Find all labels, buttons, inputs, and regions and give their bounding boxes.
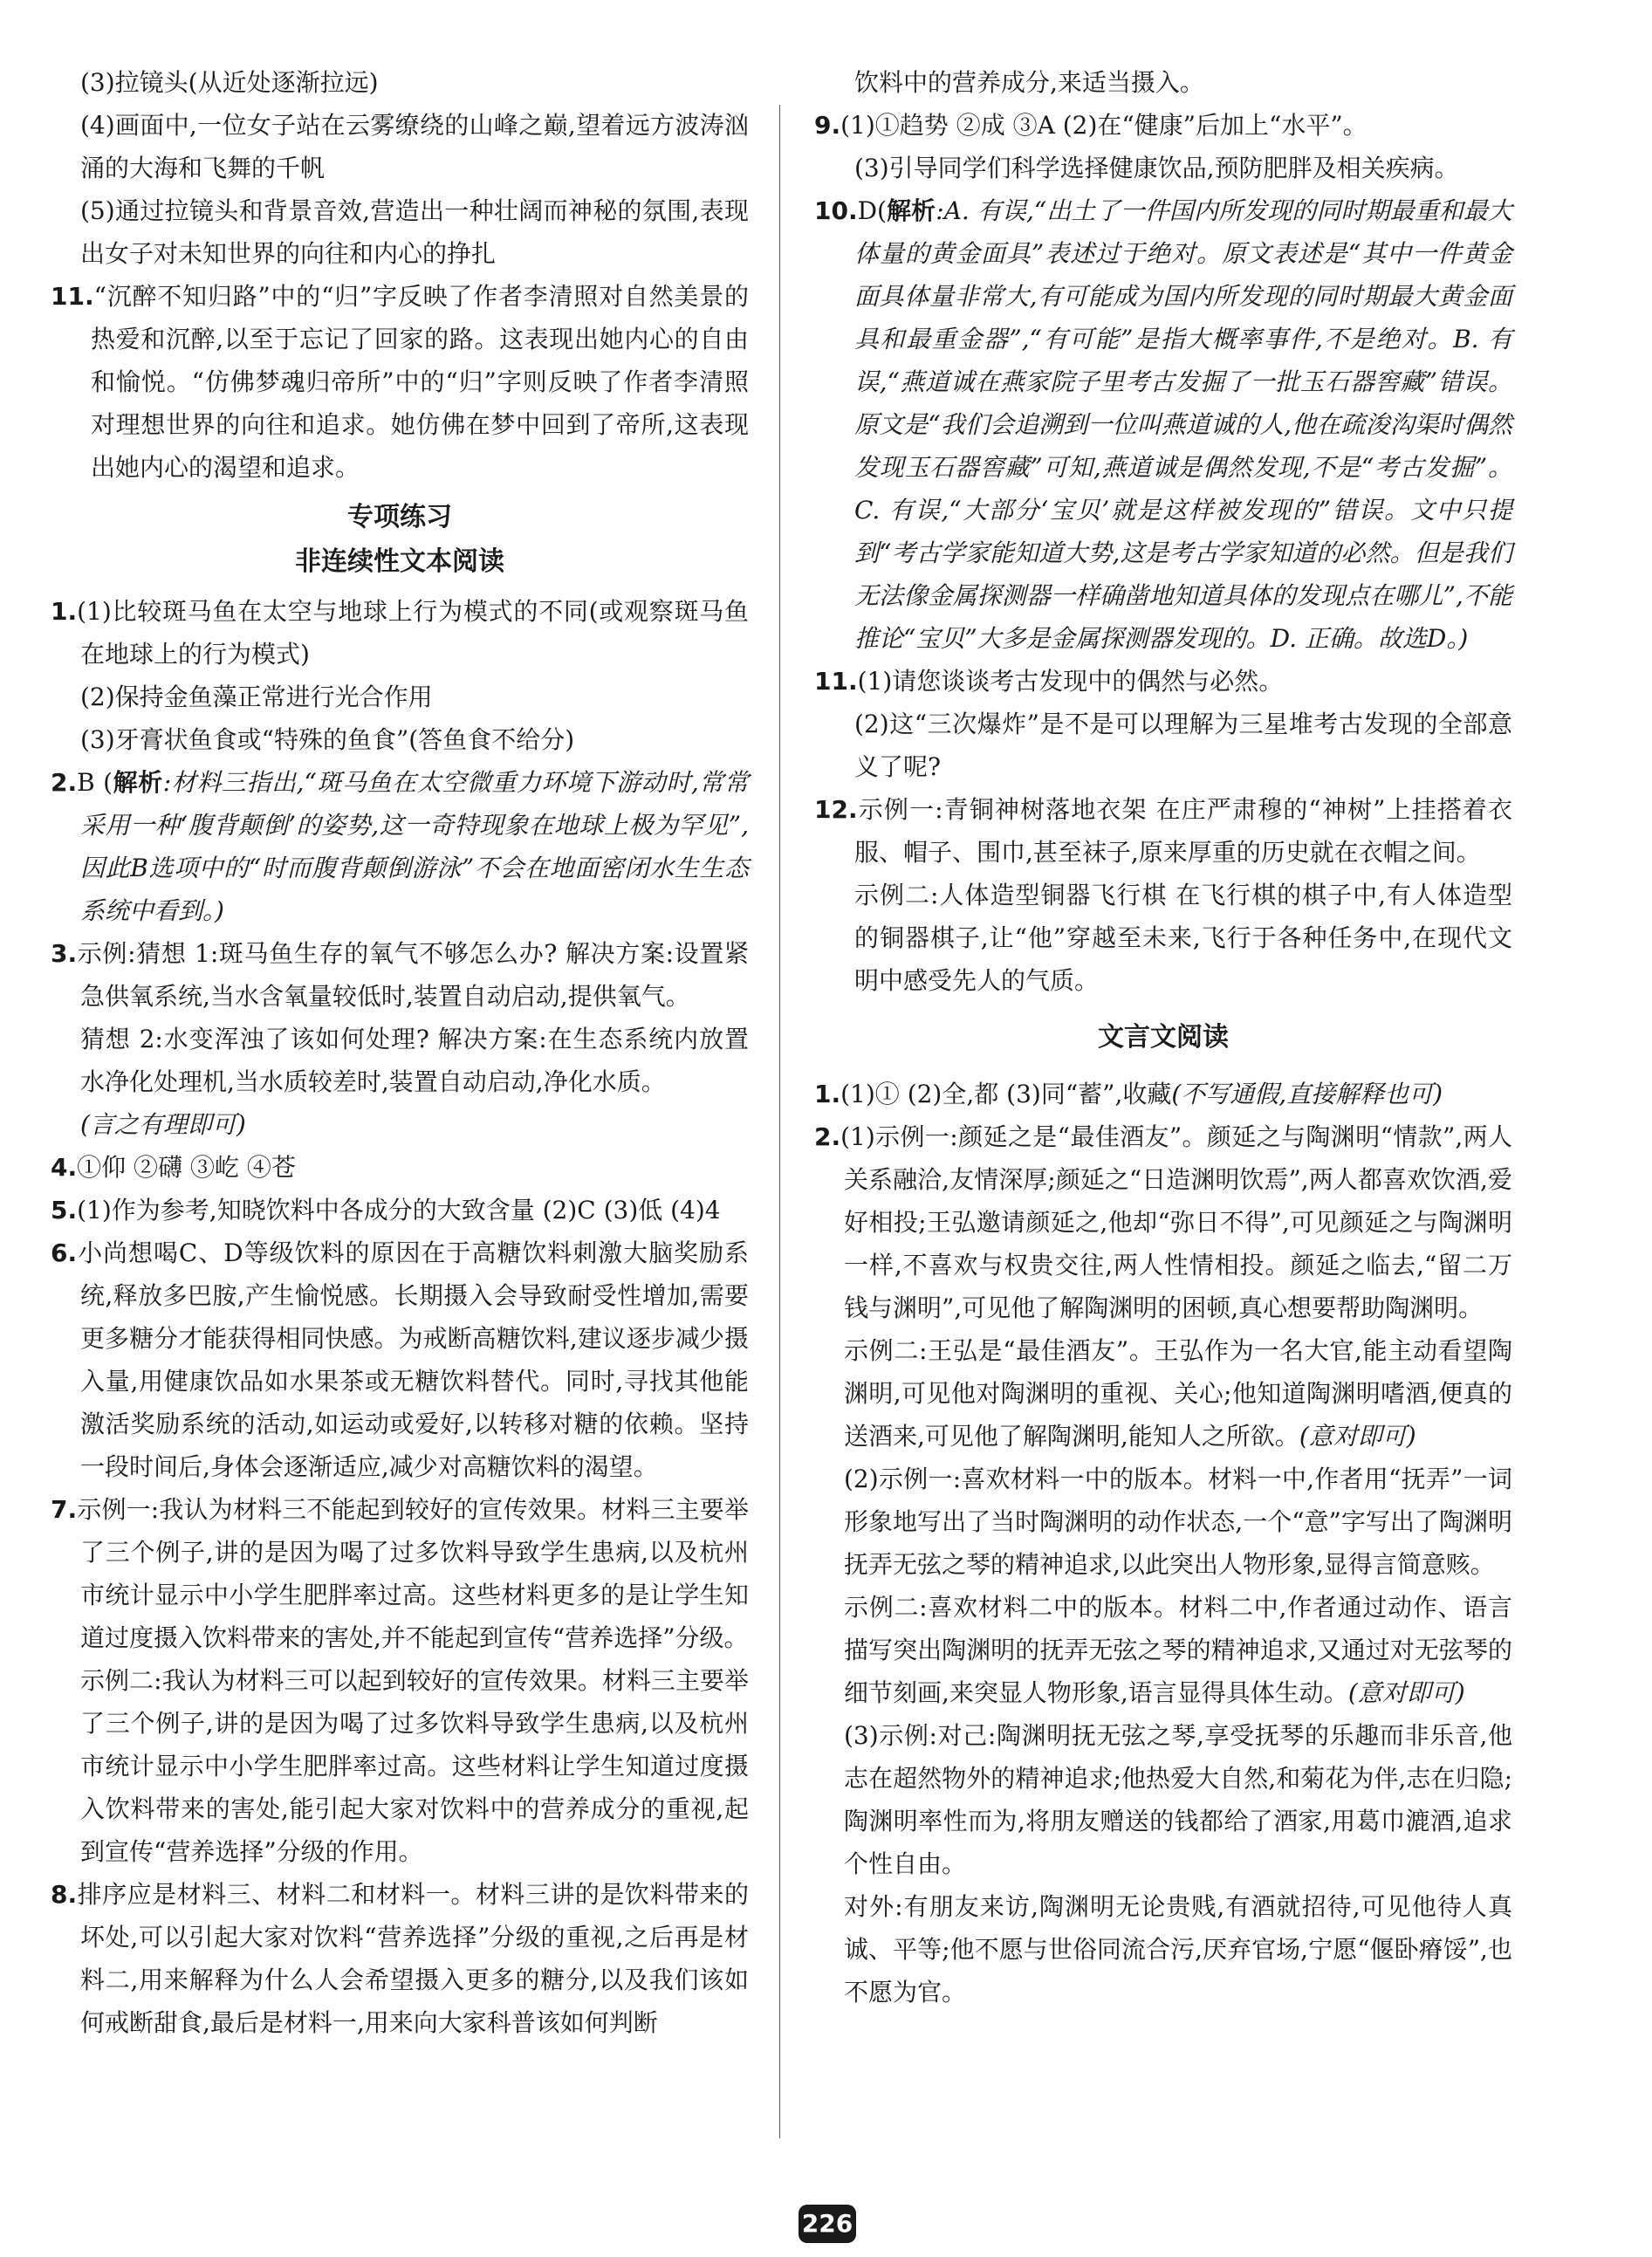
item-number: 1. bbox=[51, 597, 78, 626]
answer-line: (3)引导同学们科学选择健康饮品,预防肥胖及相关疾病。 bbox=[854, 154, 1459, 182]
answer-item-6 bbox=[51, 1231, 749, 1488]
answer-text: 排序应是材料三、材料二和材料一。材料三讲的是饮料带来的坏处,可以引起大家对饮料“营养选择”分级的重视,之后再是材料二,用来解释为什么人会希望摄入更多的糖分,以及我们该如何戒断甜食,最后是材料一,用来向大家科普该如何判断 bbox=[77, 1880, 749, 2037]
answer-text: B ( bbox=[77, 768, 113, 797]
item-number: 7. bbox=[51, 1495, 78, 1524]
item-number: 3. bbox=[51, 939, 78, 968]
answer-line: (3)牙膏状鱼食或“特殊的鱼食”(答鱼食不给分) bbox=[80, 725, 575, 754]
column-divider bbox=[779, 105, 780, 2138]
item-number: 6. bbox=[51, 1238, 78, 1267]
answer-text: 示例:猜想 1:斑马鱼生存的氧气不够怎么办? 解决方案:设置紧急供氧系统,当水含氧量较低时,装置自动启动,提供氧气。 bbox=[77, 939, 749, 1011]
answer-line: (2)这“三次爆炸”是不是可以理解为三星堆考古发现的全部意义了呢? bbox=[854, 710, 1512, 781]
answer-text: ①仰 ②礴 ③屹 ④苍 bbox=[77, 1153, 296, 1182]
answer-item-9 bbox=[814, 104, 1512, 147]
answer-line bbox=[814, 1586, 1512, 1714]
answer-text: (1)请您谈谈考古发现中的偶然与必然。 bbox=[857, 667, 1284, 696]
answer-item-5 bbox=[51, 1189, 749, 1231]
item-number: 10. bbox=[814, 196, 858, 225]
item-number: 11. bbox=[814, 667, 858, 696]
answer-text: “沉醉不知归路”中的“归”字反映了作者李清照对自然美景的热爱和沉醉,以至于忘记了回家的路。这表现出她内心的自由和愉悦。“仿佛梦魂归帝所”中的“归”字则反映了作者李清照对理想世界的向往和追求。她仿佛在梦中回到了帝所,这表现出她内心的渴望和追求。 bbox=[91, 282, 749, 482]
item-number: 1. bbox=[814, 1080, 841, 1108]
answer-text: D( bbox=[857, 196, 887, 225]
right-column bbox=[814, 61, 1512, 2013]
answer-line: (3)示例:对己:陶渊明抚无弦之琴,享受抚琴的乐趣而非乐音,他志在超然物外的精神追求;他热爱大自然,和菊花为伴,志在归隐;陶渊明率性而为,将朋友赠送的钱都给了酒家,用葛巾漉酒,追求个性自由。 bbox=[844, 1721, 1512, 1878]
left-column bbox=[51, 61, 749, 2044]
answer-line: 对外:有朋友来访,陶渊明无论贵贱,有酒就招待,可见他待人真诚、平等;他不愿与世俗同流合污,厌弃官场,宁愿“偃卧瘠馁”,也不愿为官。 bbox=[844, 1892, 1512, 2007]
answer-line: (5)通过拉镜头和背景音效,营造出一种壮阔而神秘的氛围,表现出女子对未知世界的向往和内心的挣扎 bbox=[80, 196, 749, 268]
answer-item-8 bbox=[51, 1873, 749, 2044]
answer-line: 饮料中的营养成分,来适当摄入。 bbox=[854, 68, 1204, 97]
answer-item-1 bbox=[51, 590, 749, 676]
answer-line: (4)画面中,一位女子站在云雾缭绕的山峰之巅,望着远方波涛汹涌的大海和飞舞的千帆 bbox=[80, 111, 749, 182]
answer-line: (3)拉镜头(从近处逐渐拉远) bbox=[80, 68, 379, 97]
answer-note: (言之有理即可) bbox=[80, 1110, 246, 1139]
section-subtitle: 非连续性文本阅读 bbox=[295, 546, 504, 577]
answer-note: (不写通假,直接解释也可) bbox=[1171, 1080, 1443, 1108]
analysis-label: 解析 bbox=[886, 196, 936, 225]
analysis-text: :材料三指出,“斑马鱼在太空微重力环境下游动时,常常采用一种‘腹背颠倒’的姿势,这一奇特现象在地球上极为罕见”,因此B选项中的“时而腹背颠倒游泳”不会在地面密闭水生生态系统中看到。) bbox=[80, 768, 749, 925]
section-title: 专项练习 bbox=[347, 502, 452, 532]
analysis-label: 解析 bbox=[113, 768, 163, 797]
item-number: 5. bbox=[51, 1196, 78, 1225]
answer-text: (1)作为参考,知晓饮料中各成分的大致含量 (2)C (3)低 (4)4 bbox=[77, 1196, 721, 1225]
answer-item-3 bbox=[51, 932, 749, 1018]
answer-item-2 bbox=[51, 761, 749, 932]
answer-item-7 bbox=[51, 1488, 749, 1659]
answer-text: 示例二:王弘是“最佳酒友”。王弘作为一名大官,能主动看望陶渊明,可见他对陶渊明的重视、关心;他知道陶渊明嗜酒,便真的送酒来,可见他了解陶渊明,能知人之所欲。 bbox=[844, 1336, 1512, 1451]
item-number: 2. bbox=[814, 1122, 841, 1151]
item-number: 2. bbox=[51, 768, 78, 797]
answer-line: 示例二:人体造型铜器飞行棋 在飞行棋的棋子中,有人体造型的铜器棋子,让“他”穿越至未来,飞行于各种任务中,在现代文明中感受先人的气质。 bbox=[854, 881, 1512, 995]
answer-item-11 bbox=[814, 660, 1512, 703]
answer-item-10 bbox=[814, 189, 1512, 660]
answer-text: (1)示例一:颜延之是“最佳酒友”。颜延之与陶渊明“情款”,两人关系融洽,友情深厚;颜延之“日造渊明饮焉”,两人都喜欢饮酒,爱好相投;王弘邀请颜延之,他却“弥日不得”,可见颜延之与陶渊明一样,不喜欢与权贵交往,两人性情相投。颜延之临去,“留二万钱与渊明”,可见他了解陶渊明的困顿,真心想要帮助陶渊明。 bbox=[840, 1122, 1512, 1322]
item-number: 4. bbox=[51, 1153, 78, 1182]
page-number: 226 bbox=[799, 2205, 856, 2243]
answer-item-4 bbox=[51, 1146, 749, 1189]
item-number: 9. bbox=[814, 111, 841, 140]
answer-note: (意对即可) bbox=[1347, 1678, 1465, 1707]
answer-item-11 bbox=[51, 275, 749, 489]
answer-item-w2 bbox=[814, 1115, 1512, 1329]
answer-line bbox=[814, 1329, 1512, 1458]
answer-line: 示例二:我认为材料三可以起到较好的宣传效果。材料三主要举了三个例子,讲的是因为喝了过多饮料导致学生患病,以及杭州市统计显示中小学生肥胖率过高。这些材料让学生知道过度摄入饮料带来的害处,能引起大家对饮料中的营养成分的重视,起到宣传“营养选择”分级的作用。 bbox=[80, 1666, 749, 1866]
section-title: 文言文阅读 bbox=[1098, 1022, 1229, 1053]
answer-line: (2)保持金鱼藻正常进行光合作用 bbox=[80, 683, 433, 711]
answer-text: 小尚想喝C、D等级饮料的原因在于高糖饮料刺激大脑奖励系统,释放多巴胺,产生愉悦感。长期摄入会导致耐受性增加,需要更多糖分才能获得相同快感。为戒断高糖饮料,建议逐步减少摄入量,用健康饮品如水果茶或无糖饮料替代。同时,寻找其他能激活奖励系统的活动,如运动或爱好,以转移对糖的依赖。坚持一段时间后,身体会逐渐适应,减少对高糖饮料的渴望。 bbox=[77, 1238, 749, 1481]
answer-note: (意对即可) bbox=[1299, 1422, 1416, 1451]
answer-item-12 bbox=[814, 788, 1512, 874]
analysis-text: :A. 有误,“出土了一件国内所发现的同时期最重和最大体量的黄金面具”表述过于绝对。原文表述是“其中一件黄金面具体量非常大,有可能成为国内所发现的同时期最大黄金面具和最重金器”,“有可能”是指大概率事件,不是绝对。B. 有误,“燕道诚在燕家院子里考古发掘了一批玉石器窖藏”错误。原文是“我们会追溯到一位叫燕道诚的人,他在疏浚沟渠时偶然发现玉石器窖藏”可知,燕道诚是偶然发现,不是“考古发掘”。C. 有误,“大部分‘宝贝’就是这样被发现的”错误。文中只提到“考古学家能知道大势,这是考古学家知道的必然。但是我们无法像金属探测器一样确凿地知道具体的发现点在哪儿”,不能推论“宝贝”大多是金属探测器发现的。D. 正确。故选D。) bbox=[854, 196, 1512, 653]
answer-line: 猜想 2:水变浑浊了该如何处理? 解决方案:在生态系统内放置水净化处理机,当水质较差时,装置自动启动,净化水质。 bbox=[80, 1025, 749, 1096]
answer-text: (1)①趋势 ②成 ③A (2)在“健康”后加上“水平”。 bbox=[840, 111, 1368, 140]
answer-item-w1 bbox=[814, 1073, 1512, 1115]
item-number: 11. bbox=[51, 282, 94, 311]
answer-text: (1)比较斑马鱼在太空与地球上行为模式的不同(或观察斑马鱼在地球上的行为模式) bbox=[77, 597, 749, 669]
answer-text: (1)① (2)全,都 (3)同“蓄”,收藏 bbox=[840, 1080, 1172, 1108]
item-number: 8. bbox=[51, 1880, 78, 1909]
answer-text: 示例一:青铜神树落地衣架 在庄严肃穆的“神树”上挂搭着衣服、帽子、围巾,甚至袜子,原来厚重的历史就在衣帽之间。 bbox=[854, 795, 1512, 867]
answer-text: 示例二:喜欢材料二中的版本。材料二中,作者通过动作、语言描写突出陶渊明的抚弄无弦之琴的精神追求,又通过对无弦琴的细节刻画,来突显人物形象,语言显得具体生动。 bbox=[844, 1593, 1512, 1707]
item-number: 12. bbox=[814, 795, 858, 824]
answer-text: 示例一:我认为材料三不能起到较好的宣传效果。材料三主要举了三个例子,讲的是因为喝了过多饮料导致学生患病,以及杭州市统计显示中小学生肥胖率过高。这些材料更多的是让学生知道过度摄入饮料带来的害处,并不能起到宣传“营养选择”分级。 bbox=[77, 1495, 749, 1652]
answer-line: (2)示例一:喜欢材料一中的版本。材料一中,作者用“抚弄”一词形象地写出了当时陶渊明的动作状态,一个“意”字写出了陶渊明抚弄无弦之琴的精神追求,以此突出人物形象,显得言简意赅。 bbox=[844, 1465, 1512, 1579]
